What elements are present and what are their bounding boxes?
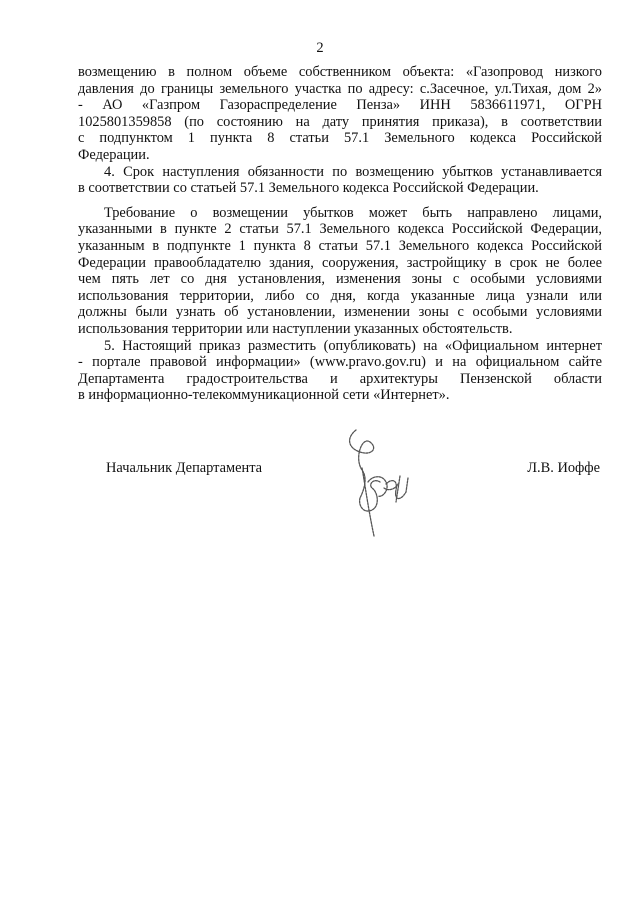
paragraph-claim-requirement [78,205,602,338]
text-line: должны были узнать об установлении, изменении зоны с особыми условиями [78,304,602,321]
signature-block [0,460,640,540]
text-line: указанным в подпункте 1 пункта 8 статьи 57.1 Земельного кодекса Российской [78,237,602,254]
text-line: Федерации. [78,146,150,163]
paragraph-item-4 [78,164,602,197]
text-line: в соответствии со статьей 57.1 Земельного кодекса Российской Федерации. [78,180,539,197]
page-number: 2 [316,40,324,56]
text-line: указанными в пункте 2 статьи 57.1 Земельного кодекса Российской Федерации, [78,221,602,238]
text-line: 5. Настоящий приказ разместить (опубликовать) на «Официальном интернет [104,337,602,354]
text-line: возмещению в полном объеме собственником объекта: «Газопровод низкого [78,64,602,80]
text-line: использования территории или наступлении указанных обстоятельств. [78,320,513,337]
text-line: чем пять лет со дня установления, изменения зоны с особыми условиями [78,271,602,288]
text-line: - портале правовой информации» (www.pravo.gov.ru) и на официальном сайте [78,354,602,371]
text-line: с подпунктом 1 пункта 8 статьи 57.1 Земельного кодекса Российской [78,130,602,147]
signatory-title: Начальник Департамента [106,460,263,476]
text-line: в информационно-телекоммуникационной сети «Интернет». [78,387,450,404]
text-line: использования территории, либо со дня, когда указанные лица узнали или [78,287,602,304]
text-line: Федерации правообладателю здания, сооружения, застройщику в срок не более [78,254,602,271]
text-line: Департамента градостроительства и архитектуры Пензенской области [78,370,602,387]
text-line: 4. Срок наступления обязанности по возмещению убытков устанавливается [104,163,602,180]
text-line: - АО «Газпром Газораспределение Пенза» ИНН 5836611971, ОГРН [78,97,602,114]
text-line: 1025801359858 (по состоянию на дату принятия приказа), в соответствии [78,113,602,130]
paragraph-item-5 [78,338,602,404]
paragraph-compensation-owner [78,64,602,164]
text-line: давления до границы земельного участка по адресу: с.Засечное, ул.Тихая, дом 2» [78,80,602,97]
document-body [78,64,602,404]
signatory-name: Л.В. Иоффе [527,460,600,476]
text-line: Требование о возмещении убытков может быть направлено лицами, [104,204,602,221]
handwritten-signature [338,418,418,538]
